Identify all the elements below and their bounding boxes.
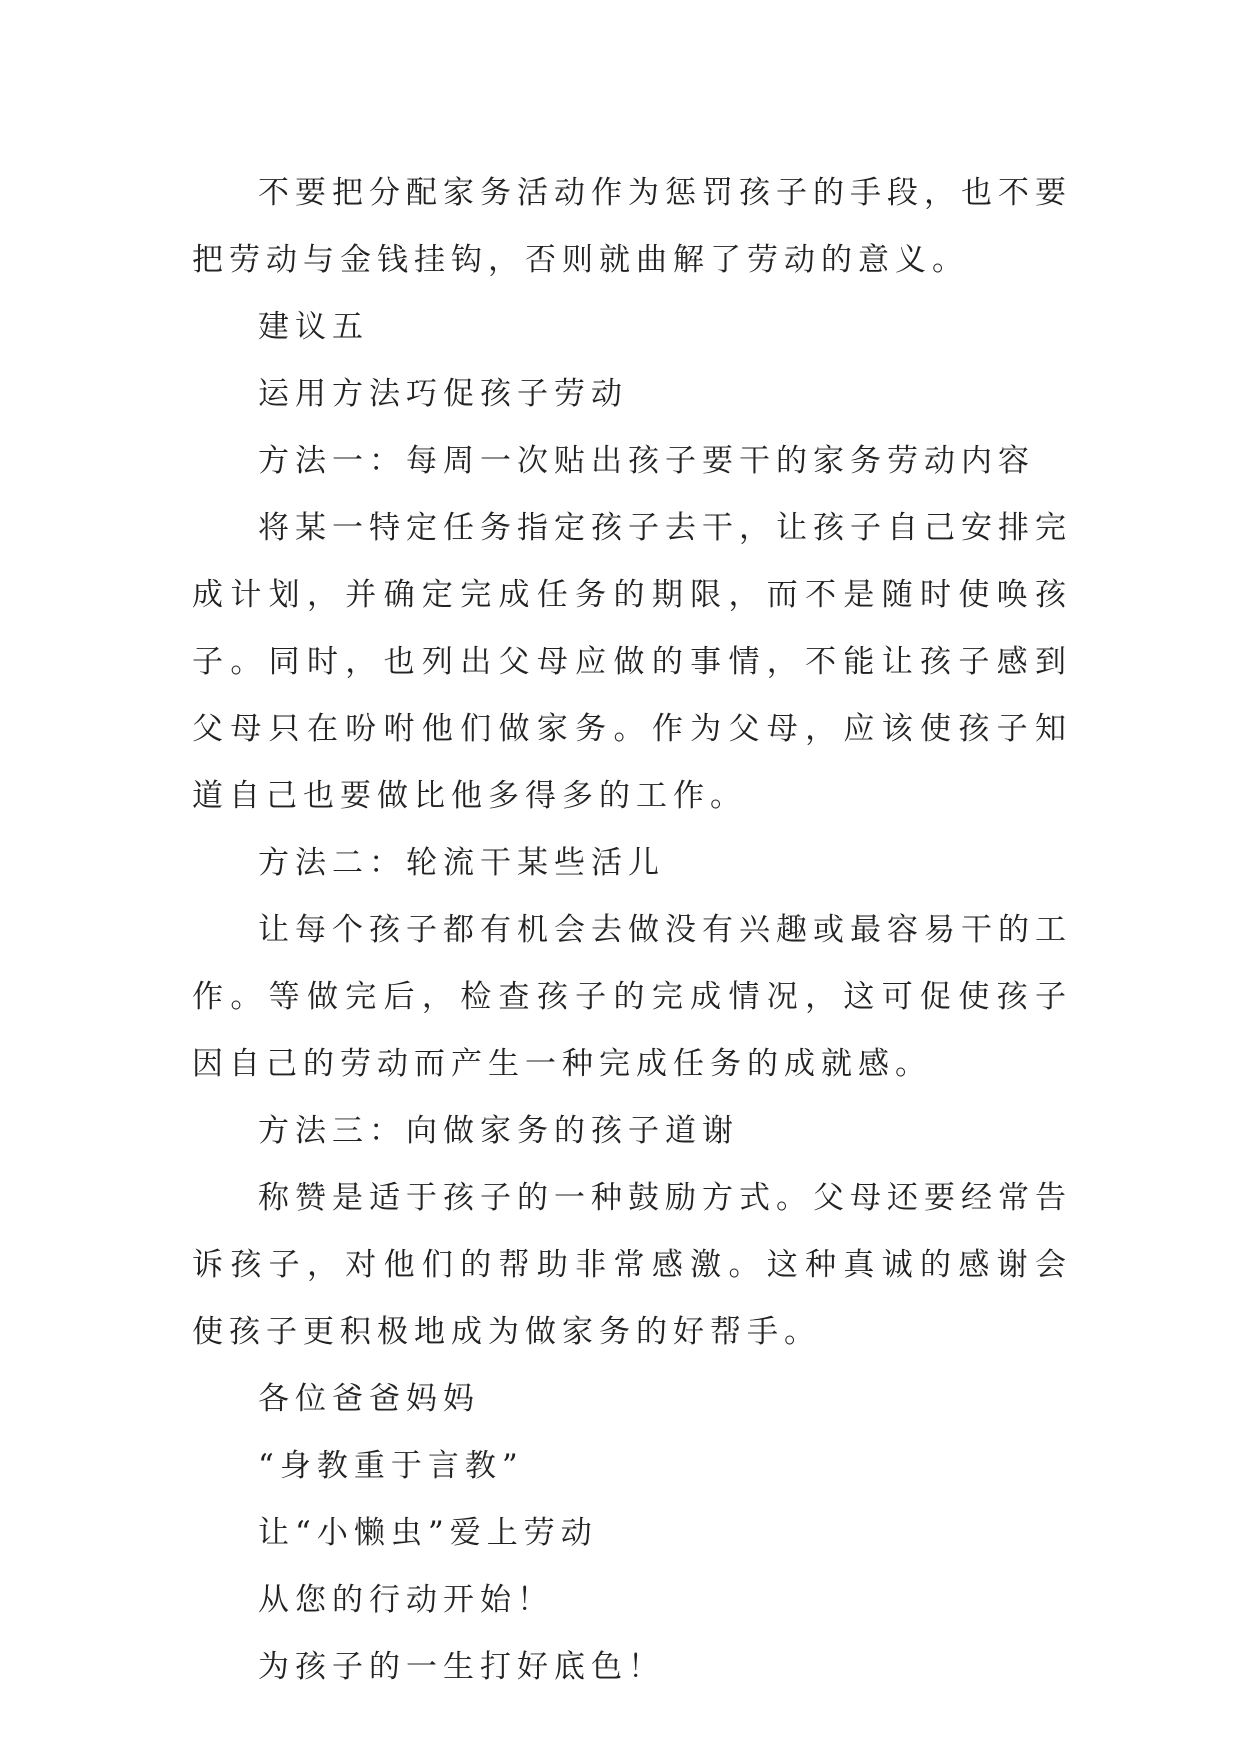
heading-use-methods: 运用方法巧促孩子劳动 <box>258 376 628 412</box>
paragraph-method-two-body: 让每个孩子都有机会去做没有兴趣或最容易干的工作。等做完后，检查孩子的完成情况，这可促使孩子因自己的劳动而产生一种完成任务的成就感。 <box>192 912 1072 1082</box>
closing-line-quote: “身教重于言教” <box>258 1448 524 1484</box>
heading-method-three: 方法三：向做家务的孩子道谢 <box>258 1113 739 1149</box>
heading-suggestion-five: 建议五 <box>258 309 369 345</box>
closing-line-lazy-bug: 让“小懒虫”爱上劳动 <box>258 1515 598 1551</box>
heading-method-one: 方法一：每周一次贴出孩子要干的家务劳动内容 <box>258 443 1035 479</box>
paragraph-method-three-body: 称赞是适于孩子的一种鼓励方式。父母还要经常告诉孩子，对他们的帮助非常感激。这种真诚的感谢会使孩子更积极地成为做家务的好帮手。 <box>192 1180 1072 1350</box>
heading-method-two: 方法二：轮流干某些活儿 <box>258 845 665 881</box>
paragraph-method-one-body: 将某一特定任务指定孩子去干，让孩子自己安排完成计划，并确定完成任务的期限，而不是随时使唤孩子。同时，也列出父母应做的事情，不能让孩子感到父母只在吩咐他们做家务。作为父母，应该使孩子知道自己也要做比他多得多的工作。 <box>192 510 1072 814</box>
document-body <box>192 160 1072 1701</box>
closing-line-foundation: 为孩子的一生打好底色！ <box>258 1649 665 1685</box>
closing-line-start-action: 从您的行动开始！ <box>258 1582 554 1618</box>
closing-line-parents: 各位爸爸妈妈 <box>258 1381 480 1417</box>
paragraph-housework-not-punishment: 不要把分配家务活动作为惩罚孩子的手段，也不要把劳动与金钱挂钩，否则就曲解了劳动的意义。 <box>192 175 1072 278</box>
